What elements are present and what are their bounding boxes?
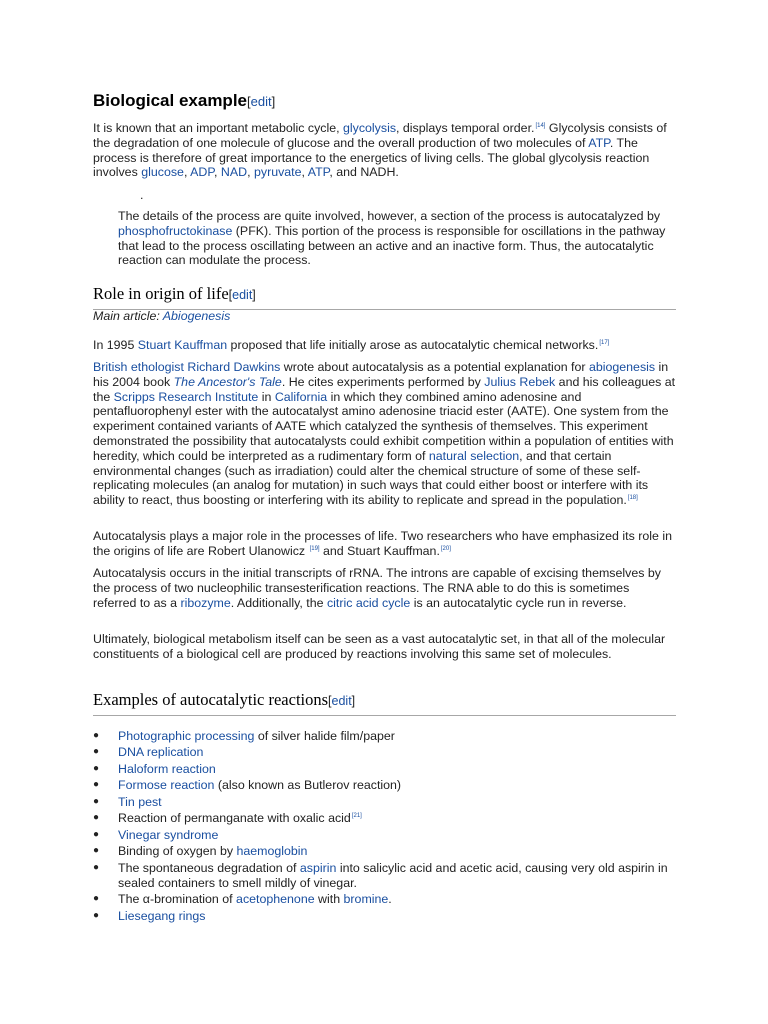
link-natural-selection[interactable]: natural selection [428, 448, 520, 463]
link-phosphofructokinase[interactable]: phosphofructokinase [118, 223, 233, 238]
edit-link[interactable]: edit [232, 288, 253, 302]
bullet-icon: ● [93, 746, 100, 758]
list-item: ● The α-bromination of acetophenone with bromine. [93, 892, 392, 907]
heading-examples: Examples of autocatalytic reactions[edit] [93, 689, 676, 716]
citation-14[interactable]: [14] [535, 122, 546, 129]
link-aspirin[interactable]: aspirin [299, 860, 337, 875]
link-atp[interactable]: ATP [588, 135, 610, 150]
list-item [93, 795, 676, 810]
link-julius-rebek[interactable]: Julius Rebek [484, 374, 556, 389]
link-california[interactable]: California [274, 389, 328, 404]
paragraph-rrna: Autocatalysis occurs in the initial transcripts of rRNA. The introns are capable of excising themselves by the process of two nucleophilic transesterification reactions. The RNA able to do this is sometimes referred to as a ribozyme. Additionally, the citric acid cycle is an autocatalytic cycle run in reverse. [93, 566, 661, 610]
bullet-icon: ● [93, 730, 100, 741]
paragraph-metabolism: Ultimately, biological metabolism itself can be seen as a vast autocatalytic set, in that all of the molecular constituents of a biological cell are produced by reactions involving this same set of molecules. [93, 632, 666, 661]
citation-20[interactable]: [20] [440, 545, 451, 552]
link-british[interactable]: British [93, 360, 128, 374]
blockquote-pfk: The details of the process are quite involved, however, a section of the process is autocatalyzed by phosphofructokinase (PFK). This portion of the process is responsible for oscillations in the pathway that lead to the process oscillating between an active and an inactive form. Thus, the autocatalytic reaction can modulate the process. [118, 209, 666, 268]
list-item: ● The spontaneous degradation of aspirin into salicylic acid and acetic acid, causing very old aspirin in sealed containers to smell mildly of vinegar. [93, 860, 668, 890]
link-richard-dawkins[interactable]: Richard Dawkins [187, 360, 281, 374]
link-formose-reaction[interactable]: Formose reaction [118, 778, 215, 793]
link-ancestors-tale[interactable]: The Ancestor's Tale [173, 374, 282, 389]
citation-17[interactable]: [17] [599, 339, 610, 346]
link-bromine[interactable]: bromine [343, 892, 389, 907]
link-citric-acid-cycle[interactable]: citric acid cycle [326, 595, 411, 610]
list-item: ● Formose reaction (also known as Butlerov reaction) [93, 778, 402, 793]
paragraph-major-role: Autocatalysis plays a major role in the processes of life. Two researchers who have emphasized its role in the origins of life are Robert Ulanowicz [19] and Stuart Kauffman.[20] [93, 529, 672, 558]
link-haemoglobin[interactable]: haemoglobin [236, 844, 308, 859]
list-item [93, 762, 676, 777]
bullet-icon: ● [93, 795, 100, 807]
bullet-icon: ● [93, 828, 100, 840]
link-photographic-processing[interactable]: Photographic processing [118, 729, 255, 743]
link-scripps[interactable]: Scripps Research Institute [113, 389, 259, 404]
citation-21[interactable]: [21] [351, 813, 362, 820]
list-item [93, 745, 676, 760]
link-acetophenone[interactable]: acetophenone [236, 892, 315, 907]
bullet-icon: ● [93, 893, 100, 905]
link-stuart-kauffman[interactable]: Stuart Kauffman [137, 338, 228, 352]
link-glycolysis[interactable]: glycolysis [343, 121, 397, 135]
list-item: ● Photographic processing of silver halide film/paper [93, 729, 395, 743]
bullet-icon: ● [93, 845, 100, 857]
link-haloform-reaction[interactable]: Haloform reaction [118, 761, 216, 776]
link-ribozyme[interactable]: ribozyme [180, 595, 231, 610]
edit-section-link: [edit] [228, 288, 256, 302]
paragraph-glycolysis: It is known that an important metabolic cycle, glycolysis, displays temporal order.[14] Glycolysis consists of the degradation of one molecule of glucose and the overall production of two molecules of ATP. The process is therefore of great importance to the energetics of living cells. The global glycolysis reaction involves glucose, ADP, NAD, pyruvate, ATP, and NADH. [93, 121, 667, 180]
list-item [93, 828, 676, 843]
link-vinegar-syndrome[interactable]: Vinegar syndrome [118, 827, 219, 842]
heading-biological-example: Biological example[edit] [93, 91, 276, 110]
link-ethologist[interactable]: ethologist [130, 360, 184, 374]
citation-18[interactable]: [18] [627, 495, 638, 502]
bullet-icon: ● [93, 812, 100, 824]
edit-link[interactable]: edit [250, 94, 272, 109]
examples-list [93, 729, 676, 925]
link-pyruvate[interactable]: pyruvate [253, 165, 302, 180]
hatnote-main-article: Main article: Abiogenesis [93, 309, 231, 323]
paragraph-kauffman: In 1995 Stuart Kauffman proposed that life initially arose as autocatalytic chemical networks.[17] [93, 338, 610, 352]
link-liesegang-rings[interactable]: Liesegang rings [118, 908, 206, 923]
link-atp-2[interactable]: ATP [307, 165, 330, 180]
list-item: ● Reaction of permanganate with oxalic acid[21] [93, 811, 362, 826]
link-dna-replication[interactable]: DNA replication [118, 745, 204, 760]
edit-section-link: [edit] [328, 694, 356, 708]
link-nad[interactable]: NAD [220, 165, 248, 180]
link-glucose[interactable]: glucose [141, 165, 184, 180]
paragraph-dawkins: British ethologist Richard Dawkins wrote about autocatalysis as a potential explanation for abiogenesis in his 2004 book The Ancestor's Tale. He cites experiments performed by Julius Rebek and his colleagues at the Scripps Research Institute in California in which they combined amino adenosine and pentafluorophenyl ester with the autocatalyst amino adenosine triacid ester (AATE). One system from the experiment contained variants of AATE which catalyzed the synthesis of themselves. This experiment demonstrated the possibility that autocatalysts could exhibit competition within a population of entities with heredity, which could be interpreted as a rudimentary form of natural selection, and that certain environmental changes (such as irradiation) could alter the chemical structure of some of these self-replicating molecules (an analog for mutation) in such ways that could either boost or interfere with its ability to react, thus boosting or interfering with its ability to replicate and spread in the population.[18] [93, 360, 676, 508]
bullet-icon: ● [93, 909, 100, 921]
edit-link[interactable]: edit [331, 694, 352, 708]
bullet-icon: ● [93, 762, 100, 774]
stray-dot: . [140, 188, 144, 202]
citation-19[interactable]: [19] [309, 545, 320, 552]
heading-role-origin-life: Role in origin of life[edit] [93, 283, 676, 310]
list-item [93, 909, 676, 924]
bullet-icon: ● [93, 779, 100, 791]
link-adp[interactable]: ADP [190, 165, 215, 180]
bullet-icon: ● [93, 861, 100, 873]
list-item: ● Binding of oxygen by haemoglobin [93, 844, 308, 859]
link-abiogenesis[interactable]: abiogenesis [588, 360, 656, 374]
link-tin-pest[interactable]: Tin pest [118, 794, 162, 809]
link-abiogenesis-main[interactable]: Abiogenesis [162, 309, 231, 323]
edit-section-link: [edit] [247, 94, 276, 109]
